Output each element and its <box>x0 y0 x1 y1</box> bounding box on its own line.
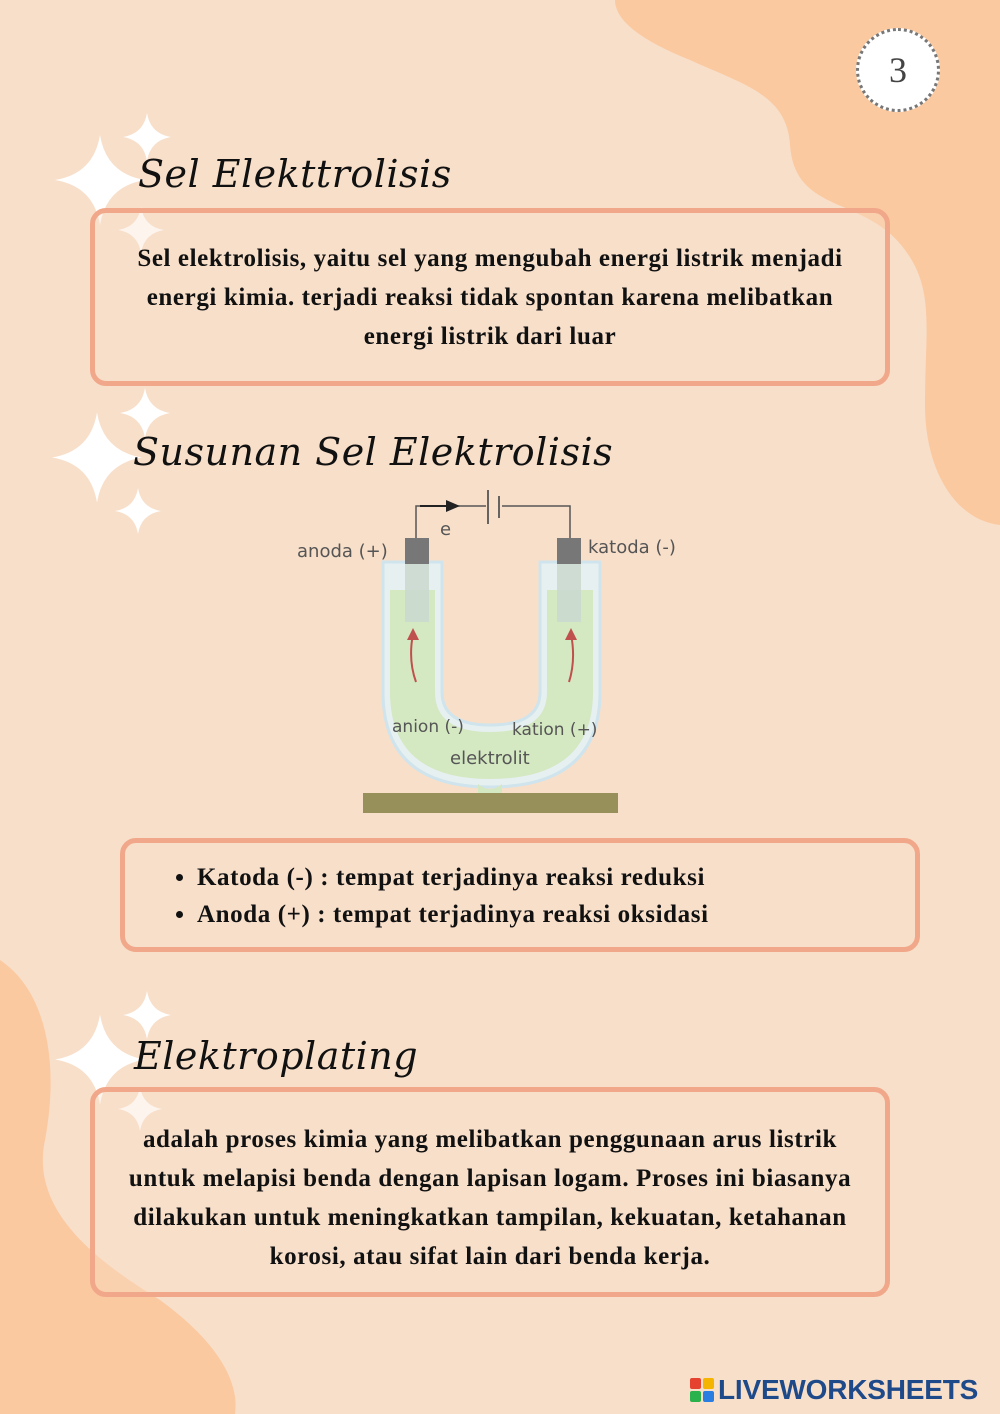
electrode-notes-list <box>125 859 895 933</box>
list-item: • Katoda (-) : tempat terjadinya reaksi reduksi <box>197 859 895 896</box>
anode-electrode-body <box>405 564 429 622</box>
electron-flow-arrow <box>446 500 460 512</box>
section-heading-elektroplating: Elektroplating <box>134 1034 419 1078</box>
page-number: 3 <box>889 50 907 90</box>
electrolysis-cell-diagram <box>290 482 710 822</box>
section-heading-sel-elektrolisis: Sel Elekttrolisis <box>138 152 452 196</box>
section-heading-susunan: Susunan Sel Elektrolisis <box>133 430 614 474</box>
stand-base <box>363 793 618 813</box>
elektrolit-label: elektrolit <box>450 748 530 769</box>
definition-text: Sel elektrolisis, yaitu sel yang mengubah energi listrik menjadi energi kimia. terjadi reaksi tidak spontan karena melibatkan energi listrik dari luar <box>137 245 843 350</box>
electrode-notes-box <box>120 838 920 952</box>
brand-name: LIVEWORKSHEETS <box>718 1374 979 1405</box>
sparkle-icon <box>115 485 161 537</box>
elektroplating-box <box>90 1087 890 1297</box>
kation-label: kation (+) <box>512 720 598 740</box>
anode-electrode-top <box>405 538 429 564</box>
list-item: • Anoda (+) : tempat terjadinya reaksi oksidasi <box>197 896 895 933</box>
electron-label: e <box>440 519 452 540</box>
page-number-badge <box>856 28 940 112</box>
definition-box <box>90 208 890 386</box>
liveworksheets-logo-icon <box>690 1378 714 1402</box>
cathode-electrode-top <box>557 538 581 564</box>
katoda-label: katoda (-) <box>588 537 676 558</box>
elektroplating-text: adalah proses kimia yang melibatkan penggunaan arus listrik untuk melapisi benda dengan lapisan logam. Proses ini biasanya dilakukan untuk meningkatkan tampilan, kekuatan, ketahanan korosi, atau sifat lain dari benda kerja. <box>128 1126 852 1270</box>
anion-label: anion (-) <box>392 717 464 737</box>
anoda-label: anoda (+) <box>297 541 388 562</box>
cathode-electrode-body <box>557 564 581 622</box>
liveworksheets-brand[interactable] <box>690 1372 978 1408</box>
